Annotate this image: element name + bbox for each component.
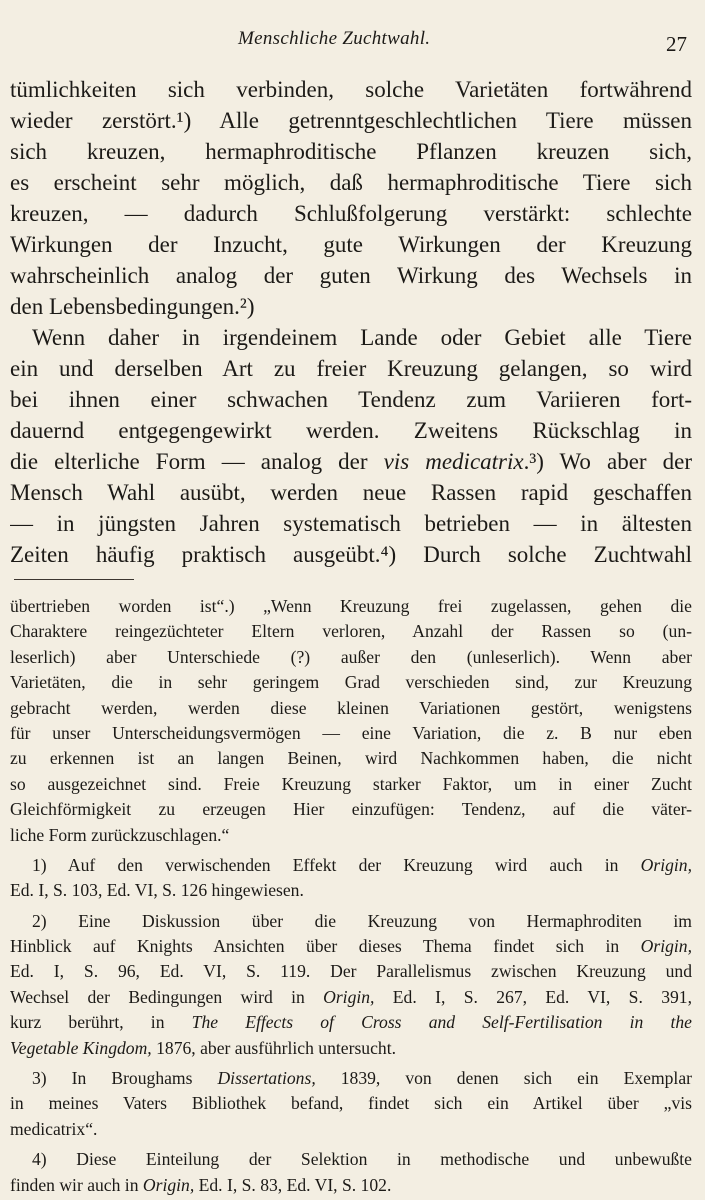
footnote-2: [10, 909, 692, 1061]
note-line: gebracht werden, werden diese kleinen Variationen gestört, wenigstens: [10, 697, 692, 718]
text-run: Ed. I, S. 83, Ed. VI, S. 102.: [194, 1174, 392, 1195]
text-run: 1876, aber ausführlich untersucht.: [151, 1037, 396, 1058]
note-line: [10, 1066, 692, 1091]
text-run: kurz berührt, in: [10, 1012, 192, 1033]
text-run: Hinblick auf Knights Ansichten über dieses Thema findet sich in: [10, 936, 641, 957]
text-line: [10, 446, 692, 477]
footnote-3: [10, 1066, 692, 1142]
note-line: 2) Eine Diskussion über die Kreuzung von Hermaphroditen im: [32, 910, 692, 931]
page-number: 27: [666, 32, 687, 56]
note-line: so ausgezeichnet sind. Freie Kreuzung starker Faktor, um in einer Zucht: [10, 773, 692, 794]
text-line: es erscheint sehr möglich, daß hermaphroditische Tiere sich: [10, 170, 692, 195]
text-line: wahrscheinlich analog der guten Wirkung des Wechsels in: [10, 263, 692, 288]
text-line: sich kreuzen, hermaphroditische Pflanzen kreuzen sich,: [10, 139, 692, 164]
text-run: finden wir auch in: [10, 1174, 143, 1195]
note-line: [10, 934, 692, 959]
note-line: Varietäten, die in sehr geringem Grad verschieden sind, zur Kreuzung: [10, 672, 692, 693]
note-line: medicatrix“.: [10, 1118, 98, 1139]
note-line: liche Form zurückzuschlagen.“: [10, 824, 230, 845]
note-line: für unser Unterscheidungsvermögen — eine Variation, die z. B nur eben: [10, 722, 692, 743]
footnotes: [10, 594, 692, 1198]
main-text: [10, 74, 692, 570]
text-run: die elterliche Form — analog der: [10, 449, 384, 474]
italic-term: Origin,: [142, 1174, 195, 1195]
text-line: wieder zerstört.¹) Alle getrenntgeschlechtlichen Tiere müssen: [10, 108, 692, 133]
text-line: bei ihnen einer schwachen Tendenz zum Variieren fort-: [10, 387, 692, 412]
italic-term: Vegetable Kingdom,: [10, 1037, 152, 1058]
text-line: dauernd entgegengewirkt werden. Zweitens Rückschlag in: [10, 418, 692, 443]
note-line: [10, 1010, 692, 1035]
note-line: 4) Diese Einteilung der Selektion in methodische und unbewußte: [32, 1149, 692, 1170]
note-line: [10, 985, 692, 1010]
note-line: Ed. I, S. 103, Ed. VI, S. 126 hingewiesen.: [10, 880, 304, 901]
footnote-1: [10, 853, 692, 904]
text-line: ein und derselben Art zu freier Kreuzung gelangen, so wird: [10, 356, 692, 381]
page-header: [0, 26, 705, 56]
note-line: Charaktere reingezüchteter Eltern verloren, Anzahl der Rassen so (un-: [10, 621, 692, 642]
note-line: [10, 1173, 692, 1198]
text-line: kreuzen, — dadurch Schlußfolgerung verstärkt: schlechte: [10, 201, 692, 226]
text-run: Wechsel der Bedingungen wird in: [10, 986, 324, 1007]
footnote-4: [10, 1147, 692, 1198]
text-line: — in jüngsten Jahren systematisch betrieben — in ältesten: [10, 511, 692, 536]
text-run: Ed. I, S. 267, Ed. VI, S. 391,: [374, 986, 692, 1007]
note-line: [10, 853, 692, 878]
italic-term: Origin,: [640, 936, 692, 957]
text-line: den Lebensbedingungen.²): [10, 294, 255, 319]
footnote-separator: [14, 579, 134, 580]
note-line: leserlich) aber Unterschiede (?) außer den (unleserlich). Wenn aber: [10, 646, 692, 667]
text-run: 1839, von denen sich ein Exemplar: [315, 1068, 692, 1089]
note-line: Ed. I, S. 96, Ed. VI, S. 119. Der Parallelismus zwischen Kreuzung und: [10, 961, 692, 982]
italic-term: Origin,: [323, 986, 375, 1007]
text-line: tümlichkeiten sich verbinden, solche Varietäten fortwährend: [10, 77, 692, 102]
italic-term: Dissertations,: [217, 1068, 316, 1089]
note-line: übertrieben worden ist“.) „Wenn Kreuzung frei zugelassen, gehen die: [10, 596, 692, 616]
text-run: 1) Auf den verwischenden Effekt der Kreuzung wird auch in: [32, 854, 641, 875]
text-run: 3) In Broughams: [32, 1068, 218, 1089]
running-title: Menschliche Zuchtwahl.: [238, 28, 431, 49]
italic-term: The Effects of Cross and Self-Fertilisation in the: [191, 1012, 692, 1033]
text-line: Zeiten häufig praktisch ausgeübt.⁴) Durch solche Zuchtwahl: [10, 542, 692, 567]
text-line: Mensch Wahl ausübt, werden neue Rassen rapid geschaffen: [10, 480, 692, 505]
note-line: Gleichförmigkeit zu erzeugen Hier einzufügen: Tendenz, auf die väter-: [10, 799, 692, 820]
note-line: in meines Vaters Bibliothek befand, findet sich ein Artikel über „vis: [10, 1093, 692, 1114]
italic-term: Origin,: [640, 854, 692, 875]
note-line: [10, 1036, 692, 1061]
text-run: .³) Wo aber der: [523, 449, 692, 474]
text-line: Wenn daher in irgendeinem Lande oder Gebiet alle Tiere: [32, 325, 692, 350]
note-line: zu erkennen ist an langen Beinen, wird Nachkommen haben, die nicht: [10, 748, 692, 769]
italic-term: vis medicatrix: [383, 449, 524, 474]
text-line: Wirkungen der Inzucht, gute Wirkungen der Kreuzung: [10, 232, 692, 257]
